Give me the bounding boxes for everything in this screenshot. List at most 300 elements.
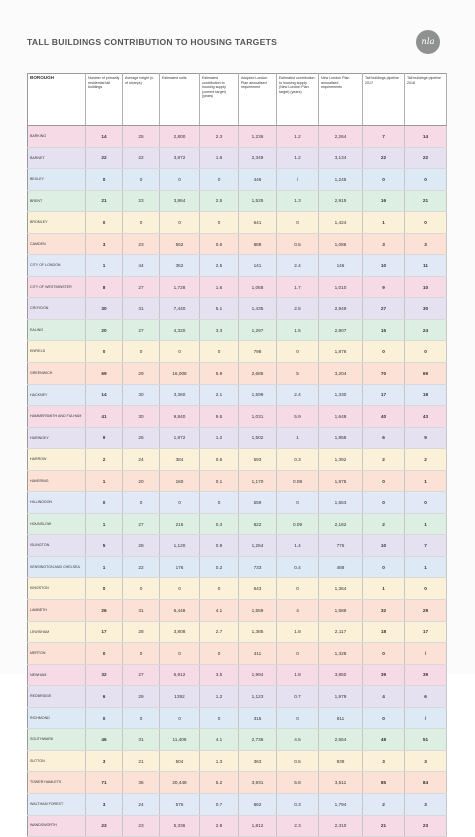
table-cell: 31 bbox=[123, 298, 160, 320]
borough-name: GREENWICH bbox=[28, 363, 86, 385]
borough-name: CITY OF LONDON bbox=[28, 255, 86, 277]
table-cell: 0 bbox=[200, 341, 239, 363]
table-cell: 46 bbox=[86, 729, 123, 751]
table-cell: 1 bbox=[86, 255, 123, 277]
table-cell: 2 bbox=[405, 449, 447, 471]
table-cell: 6 bbox=[405, 686, 447, 708]
table-cell: 4,320 bbox=[160, 319, 200, 341]
table-cell: 146 bbox=[319, 255, 363, 277]
borough-name: EALING bbox=[28, 319, 86, 341]
table-cell: 0 bbox=[363, 492, 405, 514]
borough-name: LEWISHAM bbox=[28, 621, 86, 643]
table-row bbox=[28, 621, 447, 643]
table-cell: 0 bbox=[160, 169, 200, 191]
table-cell: 26 bbox=[86, 600, 123, 622]
table-cell: 28 bbox=[123, 535, 160, 557]
borough-name: MERTON bbox=[28, 643, 86, 665]
table-cell: 69 bbox=[86, 363, 123, 385]
table-cell: 2.1 bbox=[200, 384, 239, 406]
table-cell: 30 bbox=[123, 406, 160, 428]
table-cell: 1.8 bbox=[277, 621, 319, 643]
table-cell: 7,440 bbox=[160, 298, 200, 320]
table-cell: 23 bbox=[123, 190, 160, 212]
table-cell: 1,435 bbox=[239, 298, 277, 320]
table-cell: 41 bbox=[86, 406, 123, 428]
table-cell: 559 bbox=[239, 492, 277, 514]
table-row bbox=[28, 449, 447, 471]
table-cell: 85 bbox=[363, 772, 405, 794]
column-header: Adopted London Plan annualised requirement bbox=[239, 74, 277, 126]
column-header: Estimated units bbox=[160, 74, 200, 126]
table-cell: 9,840 bbox=[160, 406, 200, 428]
table-cell: 30 bbox=[86, 298, 123, 320]
table-cell: 0.9 bbox=[200, 535, 239, 557]
table-row bbox=[28, 793, 447, 815]
table-cell: 488 bbox=[319, 556, 363, 578]
borough-name: BARKING bbox=[28, 126, 86, 148]
table-row bbox=[28, 126, 447, 148]
nla-logo: nla bbox=[416, 30, 440, 54]
table-cell: 24 bbox=[123, 793, 160, 815]
table-cell: 9 bbox=[405, 427, 447, 449]
table-cell: 576 bbox=[160, 793, 200, 815]
table-cell: 0.4 bbox=[277, 556, 319, 578]
table-cell: 2,685 bbox=[239, 363, 277, 385]
table-cell: 641 bbox=[239, 212, 277, 234]
table-cell: 1,424 bbox=[319, 212, 363, 234]
table-cell: 2,554 bbox=[319, 729, 363, 751]
table-cell: 775 bbox=[319, 535, 363, 557]
table-row bbox=[28, 190, 447, 212]
table-cell: 0 bbox=[277, 341, 319, 363]
table-cell: 3 bbox=[405, 750, 447, 772]
table-cell: 0.7 bbox=[200, 793, 239, 815]
table-cell: 1,385 bbox=[239, 621, 277, 643]
table-cell: 2 bbox=[363, 793, 405, 815]
table-cell: 3,204 bbox=[319, 363, 363, 385]
table-cell: 0.3 bbox=[277, 449, 319, 471]
borough-name: ISLINGTON bbox=[28, 535, 86, 557]
table-cell: 23 bbox=[123, 233, 160, 255]
table-row bbox=[28, 169, 447, 191]
table-cell: 5.2 bbox=[200, 772, 239, 794]
table-cell: 216 bbox=[160, 513, 200, 535]
table-cell: 1,553 bbox=[319, 492, 363, 514]
table-cell: 1,010 bbox=[319, 276, 363, 298]
table-cell: 0 bbox=[363, 341, 405, 363]
borough-name: KINGSTON bbox=[28, 578, 86, 600]
table-row bbox=[28, 729, 447, 751]
table-cell: 32 bbox=[86, 664, 123, 686]
table-cell: 862 bbox=[239, 793, 277, 815]
table-cell: 1.2 bbox=[277, 147, 319, 169]
table-cell: / bbox=[405, 707, 447, 729]
table-cell: 0 bbox=[86, 169, 123, 191]
table-cell: 17 bbox=[86, 621, 123, 643]
table-cell: 0.5 bbox=[277, 750, 319, 772]
table-cell: 27 bbox=[123, 513, 160, 535]
table-cell: 4.1 bbox=[200, 600, 239, 622]
borough-name: ENFIELD bbox=[28, 341, 86, 363]
table-cell: 10 bbox=[363, 535, 405, 557]
table-cell: 16,008 bbox=[160, 363, 200, 385]
table-cell: 0 bbox=[363, 470, 405, 492]
table-cell: 22 bbox=[86, 147, 123, 169]
table-row bbox=[28, 363, 447, 385]
borough-name: HAVERING bbox=[28, 470, 86, 492]
borough-name: KENSINGTON AND CHELSEA bbox=[28, 556, 86, 578]
table-cell: 1,123 bbox=[239, 686, 277, 708]
table-cell: 5 bbox=[277, 363, 319, 385]
table-cell: 1.5 bbox=[277, 319, 319, 341]
table-cell: 0 bbox=[277, 707, 319, 729]
table-cell: 811 bbox=[319, 707, 363, 729]
table-cell: 643 bbox=[239, 578, 277, 600]
table-cell: 0 bbox=[363, 556, 405, 578]
table-row bbox=[28, 384, 447, 406]
table-cell: 384 bbox=[160, 449, 200, 471]
table-cell: 23 bbox=[405, 815, 447, 837]
table-cell: 3 bbox=[363, 750, 405, 772]
table-cell: 24 bbox=[405, 319, 447, 341]
table-cell: 7 bbox=[363, 126, 405, 148]
table-cell: 5.9 bbox=[200, 363, 239, 385]
table-cell: 2.4 bbox=[277, 384, 319, 406]
table-cell: 17 bbox=[405, 621, 447, 643]
borough-name: BARNET bbox=[28, 147, 86, 169]
table-cell: 363 bbox=[239, 750, 277, 772]
table-cell: 1,979 bbox=[319, 686, 363, 708]
borough-name: CROYDON bbox=[28, 298, 86, 320]
table-cell: 4.1 bbox=[200, 729, 239, 751]
table-cell: 0 bbox=[200, 707, 239, 729]
table-cell: 48 bbox=[363, 729, 405, 751]
table-cell: 1.6 bbox=[200, 147, 239, 169]
table-cell: 0.09 bbox=[277, 513, 319, 535]
table-row bbox=[28, 341, 447, 363]
table-cell: 6 bbox=[363, 427, 405, 449]
table-cell: 0.5 bbox=[277, 233, 319, 255]
table-cell: 2,800 bbox=[160, 126, 200, 148]
table-cell: 7 bbox=[405, 535, 447, 557]
table-cell: 21 bbox=[86, 190, 123, 212]
table-cell: 1,812 bbox=[239, 815, 277, 837]
table-cell: 1.2 bbox=[200, 427, 239, 449]
table-row bbox=[28, 750, 447, 772]
table-cell: 40 bbox=[363, 406, 405, 428]
table-cell: 0 bbox=[277, 578, 319, 600]
table-cell: 1,245 bbox=[319, 169, 363, 191]
table-cell: 2.4 bbox=[277, 255, 319, 277]
table-cell: 23 bbox=[123, 815, 160, 837]
table-cell: 0 bbox=[405, 492, 447, 514]
borough-name: NEWHAM bbox=[28, 664, 86, 686]
table-cell: 2.5 bbox=[200, 190, 239, 212]
table-cell: 6,912 bbox=[160, 664, 200, 686]
table-cell: 822 bbox=[239, 513, 277, 535]
table-cell: 2.5 bbox=[200, 255, 239, 277]
table-cell: 411 bbox=[239, 643, 277, 665]
table-cell: 3,872 bbox=[160, 147, 200, 169]
table-cell: 36 bbox=[123, 772, 160, 794]
table-row bbox=[28, 255, 447, 277]
table-cell: 0 bbox=[160, 643, 200, 665]
table-cell: 593 bbox=[239, 449, 277, 471]
column-header: Estimated contribution to housing supply (current target) (years) bbox=[200, 74, 239, 126]
borough-name: LAMBETH bbox=[28, 600, 86, 622]
table-cell: 11,408 bbox=[160, 729, 200, 751]
table-cell: 0 bbox=[200, 578, 239, 600]
table-cell: 1,392 bbox=[319, 449, 363, 471]
table-body bbox=[28, 126, 447, 837]
borough-name: HARROW bbox=[28, 449, 86, 471]
table-cell: 0 bbox=[405, 169, 447, 191]
table-cell: 2,349 bbox=[239, 147, 277, 169]
table-cell: 21 bbox=[123, 750, 160, 772]
table-cell: 2.9 bbox=[200, 815, 239, 837]
column-header: Tall buildings pipeline 2017 bbox=[363, 74, 405, 126]
table-cell: 1,502 bbox=[239, 427, 277, 449]
table-cell: 0 bbox=[160, 341, 200, 363]
table-cell: 26 bbox=[123, 427, 160, 449]
table-cell: 15 bbox=[363, 319, 405, 341]
table-cell: 23 bbox=[86, 815, 123, 837]
table-cell: 798 bbox=[239, 341, 277, 363]
table-cell: 0 bbox=[363, 707, 405, 729]
table-cell: 0 bbox=[86, 492, 123, 514]
table-cell: 44 bbox=[123, 255, 160, 277]
table-cell: 1 bbox=[363, 212, 405, 234]
table-cell: 1,068 bbox=[239, 276, 277, 298]
table-cell: 5.8 bbox=[277, 772, 319, 794]
table-cell: 6,448 bbox=[160, 600, 200, 622]
table-cell: 889 bbox=[239, 233, 277, 255]
table-row bbox=[28, 772, 447, 794]
table-cell: 4 bbox=[277, 600, 319, 622]
borough-name: RICHMOND bbox=[28, 707, 86, 729]
table-cell: 27 bbox=[123, 319, 160, 341]
table-cell: 1,728 bbox=[160, 276, 200, 298]
table-cell: 3,134 bbox=[319, 147, 363, 169]
table-cell: 2 bbox=[86, 449, 123, 471]
table-cell: 1,328 bbox=[319, 643, 363, 665]
table-cell: 10 bbox=[405, 276, 447, 298]
table-cell: 14 bbox=[405, 126, 447, 148]
table-cell: 70 bbox=[363, 363, 405, 385]
table-cell: 2,182 bbox=[319, 513, 363, 535]
table-cell: 0 bbox=[86, 212, 123, 234]
table-cell: 3 bbox=[86, 233, 123, 255]
table-cell: 176 bbox=[160, 556, 200, 578]
table-cell: 2 bbox=[363, 449, 405, 471]
table-cell: 939 bbox=[319, 750, 363, 772]
table-cell: 43 bbox=[405, 406, 447, 428]
table-cell: 8 bbox=[86, 276, 123, 298]
table-cell: 9 bbox=[86, 427, 123, 449]
table-cell: 1,031 bbox=[239, 406, 277, 428]
table-cell: 14 bbox=[86, 126, 123, 148]
table-cell: 1 bbox=[363, 578, 405, 600]
table-cell: 29 bbox=[405, 600, 447, 622]
table-cell: 0 bbox=[405, 341, 447, 363]
table-cell: 0 bbox=[363, 643, 405, 665]
borough-name: BROMLEY bbox=[28, 212, 86, 234]
table-cell: 51 bbox=[405, 729, 447, 751]
table-cell: 0 bbox=[123, 212, 160, 234]
table-cell: 31 bbox=[123, 729, 160, 751]
table-row bbox=[28, 492, 447, 514]
table-cell: 0.3 bbox=[277, 793, 319, 815]
table-cell: 0 bbox=[277, 643, 319, 665]
table-cell: 1.2 bbox=[200, 686, 239, 708]
table-cell: 3 bbox=[86, 793, 123, 815]
table-cell: 27 bbox=[363, 298, 405, 320]
table-cell: 1,236 bbox=[239, 126, 277, 148]
table-row bbox=[28, 406, 447, 428]
table-cell: / bbox=[277, 169, 319, 191]
borough-name: HOUNSLOW bbox=[28, 513, 86, 535]
table-row bbox=[28, 578, 447, 600]
table-cell: 69 bbox=[405, 363, 447, 385]
table-cell: 315 bbox=[239, 707, 277, 729]
table-cell: 28 bbox=[123, 621, 160, 643]
table-cell: 2.5 bbox=[277, 298, 319, 320]
table-row bbox=[28, 535, 447, 557]
table-cell: 20 bbox=[123, 470, 160, 492]
borough-name: CITY OF WESTMINSTER bbox=[28, 276, 86, 298]
table-cell: 0 bbox=[363, 169, 405, 191]
table-cell: 0 bbox=[405, 578, 447, 600]
table-cell: 3,864 bbox=[160, 190, 200, 212]
table-cell: 1,086 bbox=[319, 233, 363, 255]
column-header: Estimated contribution to housing supply (New London Plan target) (years) bbox=[277, 74, 319, 126]
borough-name: WANDSWORTH bbox=[28, 815, 86, 837]
table-cell: 0.6 bbox=[200, 233, 239, 255]
table-cell: 1.6 bbox=[200, 276, 239, 298]
table-cell: 16 bbox=[363, 190, 405, 212]
table-cell: 84 bbox=[405, 772, 447, 794]
borough-name: TOWER HAMLETS bbox=[28, 772, 86, 794]
table-cell: 1,559 bbox=[239, 600, 277, 622]
table-cell: 0 bbox=[123, 169, 160, 191]
table-cell: 27 bbox=[123, 276, 160, 298]
table-cell: 0 bbox=[200, 492, 239, 514]
table-cell: 22 bbox=[123, 556, 160, 578]
borough-name: HILLINGDON bbox=[28, 492, 86, 514]
table-cell: 4 bbox=[363, 686, 405, 708]
column-header: New London Plan annualised requirements bbox=[319, 74, 363, 126]
table-cell: 1.4 bbox=[277, 535, 319, 557]
table-cell: 1,120 bbox=[160, 535, 200, 557]
table-cell: 1 bbox=[405, 556, 447, 578]
table-cell: 1,589 bbox=[319, 600, 363, 622]
table-row bbox=[28, 233, 447, 255]
table-cell: 0 bbox=[200, 212, 239, 234]
table-cell: 0.08 bbox=[277, 470, 319, 492]
table-cell: 5 bbox=[86, 535, 123, 557]
table-cell: 1.2 bbox=[277, 126, 319, 148]
table-cell: 2.7 bbox=[200, 621, 239, 643]
table-row bbox=[28, 600, 447, 622]
table-cell: 2,736 bbox=[239, 729, 277, 751]
page-title: TALL BUILDINGS CONTRIBUTION TO HOUSING TARGETS bbox=[27, 37, 278, 47]
table-cell: 9.5 bbox=[200, 406, 239, 428]
table-cell: 0 bbox=[86, 341, 123, 363]
table-cell: 160 bbox=[160, 470, 200, 492]
table-cell: 2,949 bbox=[319, 298, 363, 320]
table-cell: 0.1 bbox=[200, 470, 239, 492]
table-cell: 21 bbox=[363, 815, 405, 837]
table-cell: 1,794 bbox=[319, 793, 363, 815]
table-cell: 0 bbox=[200, 169, 239, 191]
table-cell: 3 bbox=[405, 233, 447, 255]
table-cell: 0 bbox=[86, 578, 123, 600]
housing-targets-table bbox=[27, 73, 447, 837]
table-cell: 1,875 bbox=[319, 470, 363, 492]
table-cell: 18 bbox=[405, 384, 447, 406]
table-cell: 2.3 bbox=[200, 126, 239, 148]
column-header: Average height (n. of storeys) bbox=[123, 74, 160, 126]
table-cell: 141 bbox=[239, 255, 277, 277]
table-cell: 1,599 bbox=[239, 384, 277, 406]
table-cell: 0 bbox=[277, 212, 319, 234]
borough-name: BEXLEY bbox=[28, 169, 86, 191]
table-cell: 2,310 bbox=[319, 815, 363, 837]
table-cell: 5.1 bbox=[200, 298, 239, 320]
table-row bbox=[28, 815, 447, 837]
table-cell: 0.3 bbox=[200, 513, 239, 535]
table-cell: 3,808 bbox=[160, 621, 200, 643]
table-cell: 0 bbox=[277, 492, 319, 514]
table-cell: 2,807 bbox=[319, 319, 363, 341]
table-cell: 2,264 bbox=[319, 126, 363, 148]
table-cell: 21 bbox=[405, 190, 447, 212]
table-cell: 1.3 bbox=[277, 190, 319, 212]
table-cell: 14 bbox=[86, 384, 123, 406]
table-cell: 0 bbox=[123, 578, 160, 600]
table-cell: 0 bbox=[123, 707, 160, 729]
table-cell: 25 bbox=[123, 126, 160, 148]
table-cell: 18 bbox=[363, 621, 405, 643]
table-cell: 1,364 bbox=[319, 578, 363, 600]
table-cell: 1 bbox=[405, 470, 447, 492]
table-cell: 5.9 bbox=[277, 406, 319, 428]
table-cell: 352 bbox=[160, 255, 200, 277]
table-cell: 3,931 bbox=[239, 772, 277, 794]
table-cell: 0 bbox=[86, 707, 123, 729]
table-cell: 9 bbox=[363, 276, 405, 298]
table-cell: 32 bbox=[363, 600, 405, 622]
table-cell: 1,872 bbox=[160, 427, 200, 449]
table-cell: 1.7 bbox=[277, 276, 319, 298]
table-cell: 1,525 bbox=[239, 190, 277, 212]
table-cell: 2,915 bbox=[319, 190, 363, 212]
table-cell: 1,170 bbox=[239, 470, 277, 492]
table-row bbox=[28, 664, 447, 686]
table-cell: 31 bbox=[123, 600, 160, 622]
borough-name: HAMMERSMITH AND FULHAM bbox=[28, 406, 86, 428]
table-cell: 29 bbox=[123, 686, 160, 708]
table-cell: 30 bbox=[123, 384, 160, 406]
table-cell: 3 bbox=[405, 793, 447, 815]
table-row bbox=[28, 319, 447, 341]
table-cell: 27 bbox=[123, 664, 160, 686]
table-row bbox=[28, 276, 447, 298]
table-row bbox=[28, 643, 447, 665]
table-cell: 3.3 bbox=[200, 319, 239, 341]
borough-name: HACKNEY bbox=[28, 384, 86, 406]
table-cell: 39 bbox=[405, 664, 447, 686]
